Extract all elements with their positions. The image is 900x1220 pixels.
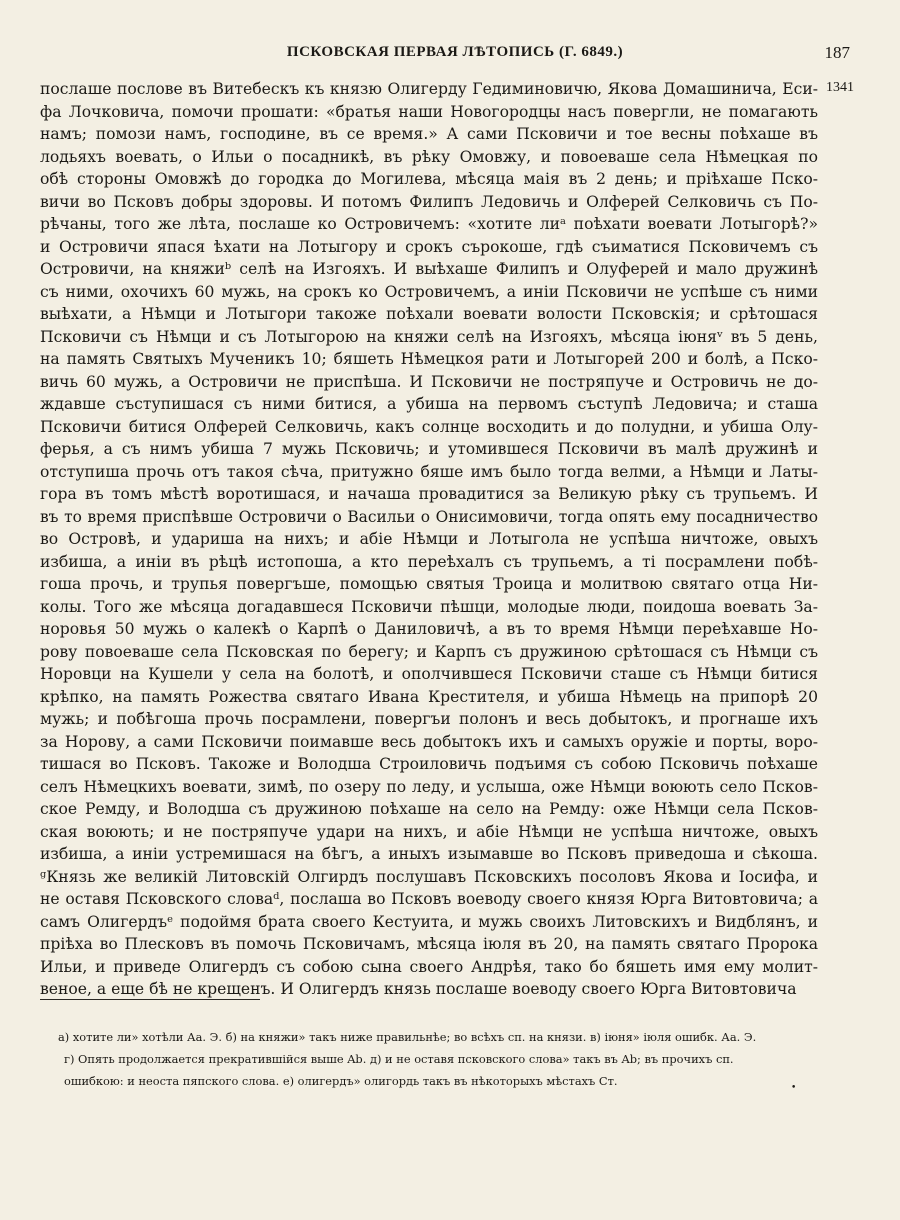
footnote-line: ошибкою: и неоста пяпского слова. е) олигердъ» олигордь такъ въ нѣкоторыхъ мѣстахъ Ст. — [64, 1074, 618, 1088]
text-line: избиша, а инiи устремишася на бѣгъ, а иныхъ изымавше во Псковъ приведоша и сѣкоша. — [40, 845, 818, 863]
text-line: ская воюють; и не постряпуче удари на нихъ, и абіе Нѣмци не успѣша ничтоже, овыхъ — [40, 822, 818, 841]
text-line: и Островичи япася ѣхати на Лотыгору и срокъ сърокоше, гдѣ съиматися Псковичемъ съ — [40, 237, 818, 256]
text-line: ждавше съступишася съ ними битися, а убиша на первомъ съступѣ Ледовича; и сташа — [40, 395, 818, 413]
text-line: фа Лочковича, помочи прошати: «братья наши Новогородцы насъ повергли, не помагають — [40, 102, 818, 121]
text-line: рову повоеваше села Псковская по берегу; и Карпъ съ дружиною срѣтошася съ Нѣмци съ — [40, 642, 818, 661]
chronicle-text — [40, 78, 818, 1001]
text-line: Островичи, на княжиᵇ селѣ на Изгояхъ. И выѣхаше Филипъ и Олуферей и мало дружинѣ — [40, 260, 818, 278]
text-line: рѣчаны, того же лѣта, послаше ко Островичемъ: «хотите лиᵃ поѣхати воевати Лотыгорѣ?» — [40, 215, 818, 233]
text-line: ᵍКнязь же великій Литовскій Олгирдъ послушавъ Псковскихъ посоловъ Якова и Іосифа, и — [40, 867, 818, 886]
text-line: Псковичи битися Олферей Селковичь, какъ солнце восходить и до полудни, и убиша Олу- — [40, 417, 818, 436]
margin-year-marker: 1341 — [826, 80, 854, 95]
footnote-line: г) Опять продолжается прекратившійся выше Ab. д) и не оставя псковского слова» такъ въ Ab; въ прочихъ сп. — [64, 1052, 734, 1066]
text-line: послаше послове въ Витебескъ къ князю Олигерду Гедиминовичю, Якова Домашинича, Еси- — [40, 80, 818, 98]
footnote-separator — [40, 999, 260, 1000]
text-line: въ то время приспѣвше Островичи о Васильи о Онисимовичи, тогда опять ему посадничество — [40, 507, 818, 526]
text-line: отступиша прочь отъ такоя сѣча, притужно бяше имъ было тогда велми, а Нѣмци и Латы- — [40, 462, 818, 481]
bottom-dot-mark: • — [791, 1083, 797, 1093]
footnotes — [40, 1026, 818, 1092]
text-line: Норовци на Кушели у села на болотѣ, и ополчившеся Псковичи сташе съ Нѣмци битися — [40, 665, 818, 683]
text-line: мужь; и побѣгоша прочь посрамлени, повергъи полонъ и весь добытокъ, и прогнаше ихъ — [40, 710, 818, 728]
text-line: съ ними, охочихъ 60 мужь, на срокъ ко Островичемъ, а инiи Псковичи не успѣше съ ними — [40, 282, 818, 301]
text-line: пріѣха во Плесковъ въ помочь Псковичамъ, мѣсяца іюля въ 20, на память святаго Пророка — [40, 935, 818, 953]
text-line: во Островѣ, и удариша на нихъ; и абіе Нѣмци и Лотыгола не успѣша ничтоже, овыхъ — [40, 530, 818, 548]
text-line: тишася во Псковъ. Такоже и Володша Строиловичь подъимя съ собою Псковичь поѣхаше — [40, 755, 818, 773]
text-line: за Норову, а сами Псковичи поимавше весь добытокъ ихъ и самыхъ оружіе и порты, воро- — [40, 732, 818, 751]
text-line: намъ; помози намъ, господине, въ се время.» А сами Псковичи и тое весны поѣхаше въ — [40, 125, 818, 143]
page-number: 187 — [824, 43, 850, 62]
text-line: вичи во Псковъ добры здоровы. И потомъ Филипъ Ледовичь и Олферей Селковичь съ По- — [40, 192, 818, 211]
page-header — [60, 44, 850, 68]
text-line: ское Ремду, и Володша съ дружиною поѣхаше на село на Ремду: оже Нѣмци села Псков- — [40, 800, 818, 818]
text-line: крѣпко, на память Рожества святаго Ивана Крестителя, и убиша Нѣмець на припорѣ 20 — [40, 687, 818, 706]
text-line: выѣхати, а Нѣмци и Лотыгори такоже поѣхали воевати волости Псковскія; и срѣтошася — [40, 305, 818, 323]
text-line: вичь 60 мужь, а Островичи не приспѣша. И Псковичи не постряпуче и Островичь не до- — [40, 372, 818, 391]
text-line: селъ Нѣмецкихъ воевати, зимѣ, по озеру по леду, и услыша, оже Нѣмци воюють село Псков- — [40, 777, 818, 796]
text-line: ферья, а съ нимъ убиша 7 мужь Псковичь; и утомившеся Псковичи въ малѣ дружинѣ и — [40, 440, 818, 458]
running-title: ПСКОВСКАЯ ПЕРВАЯ ЛѢТОПИСЬ (Г. 6849.) — [286, 44, 624, 60]
footnote-line: а) хотите ли» хотѣли Аа. Э. б) на княжи» такъ ниже правильнѣе; во всѣхъ сп. на князи. в) іюня» іюля ошибк. Аа. Э. — [58, 1030, 757, 1044]
text-line: на память Святыхъ Мученикъ 10; бяшеть Нѣмецкоя рати и Лотыгорей 200 и болѣ, а Пско- — [40, 350, 818, 368]
text-line: не оставя Псковского словаᵈ, послаша во Псковъ воеводу своего князя Юрга Витовтовича; а — [40, 890, 818, 908]
text-line: гоша прочь, и трупья повергъше, помощью святыя Троица и молитвою святаго отца Ни- — [40, 575, 818, 593]
text-line: Псковичи съ Нѣмци и съ Лотыгорою на княжи селѣ на Изгояхъ, мѣсяца іюняᵛ въ 5 день, — [40, 327, 818, 346]
text-line: колы. Того же мѣсяца догадавшеся Псковичи пѣшци, молодые люди, поидоша воевать За- — [40, 597, 818, 616]
text-line: норовья 50 мужь о калекѣ о Карпѣ о Даниловичѣ, а въ то время Нѣмци переѣхавше Но- — [40, 620, 818, 638]
text-line: Ильи, и приведе Олигердъ съ собою сына своего Андрѣя, тако бо бяшеть имя ему молит- — [40, 957, 818, 976]
text-line: самъ Олигердъᵉ подоймя брата своего Кестуита, и мужь своихъ Литовскихъ и Видблянъ, и — [40, 912, 818, 931]
text-line: гора въ томъ мѣстѣ воротишася, и начаша провадитися за Великую рѣку съ трупьемъ. И — [40, 485, 818, 503]
text-line: избиша, а инiи въ рѣцѣ истопоша, а кто переѣхалъ съ трупьемъ, а тi посрамлени побѣ- — [40, 552, 818, 571]
text-line: обѣ стороны Омовжѣ до городка до Могилева, мѣсяца маія въ 2 день; и пріѣхаше Пско- — [40, 170, 818, 188]
text-line: лодьяхъ воевать, о Ильи о посадникѣ, въ рѣку Омовжу, и повоеваше села Нѣмецкая по — [40, 147, 818, 166]
text-line: веное, а еще бѣ не крещенъ. И Олигердъ князь послаше воеводу своего Юрга Витовтовича — [40, 980, 797, 998]
